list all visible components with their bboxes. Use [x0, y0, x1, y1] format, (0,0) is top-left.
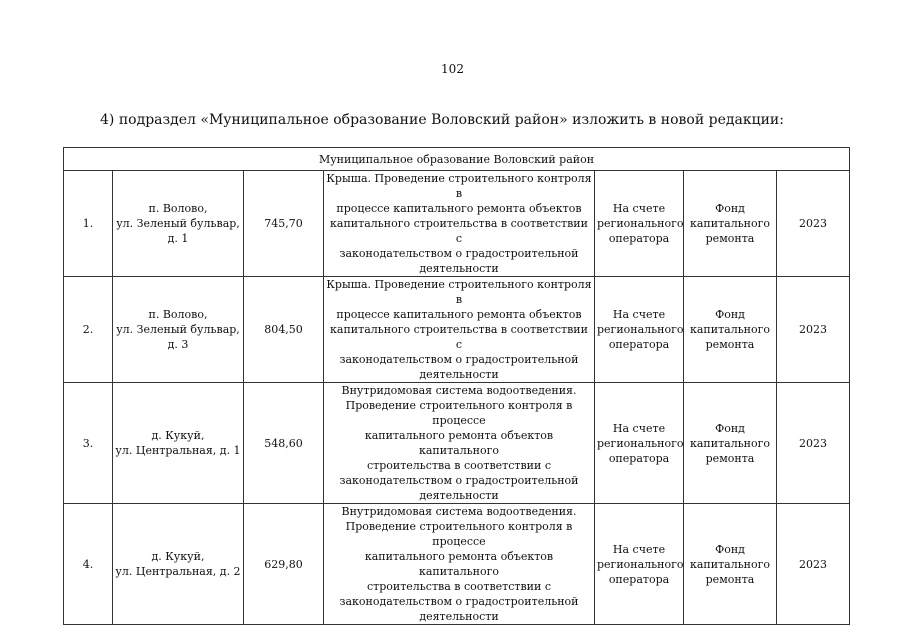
account-line: регионального	[597, 323, 684, 336]
row-number: 1.	[64, 171, 113, 277]
source-line: капитального	[689, 436, 771, 450]
account-line: На счете	[612, 421, 666, 435]
address-line: д. Кукуй,	[151, 429, 205, 442]
work-line: Внутридомовая система водоотведения.	[341, 384, 577, 397]
section-title: Муниципальное образование Воловский район	[64, 148, 850, 171]
work-line: законодательством о градостроительной	[339, 247, 579, 260]
account-line: На счете	[612, 542, 666, 556]
source-cell	[684, 504, 777, 625]
account-cell	[595, 171, 684, 277]
source-line: ремонта	[705, 451, 755, 465]
section-header-row	[64, 148, 850, 171]
source-line: капитального	[689, 323, 771, 336]
work-cell	[324, 383, 595, 504]
account-line: оператора	[608, 572, 670, 586]
work-cell	[324, 171, 595, 277]
address-line: п. Волово,	[148, 308, 208, 321]
work-line: деятельности	[419, 489, 499, 502]
account-line: оператора	[608, 338, 670, 351]
area-cell: 629,80	[244, 504, 324, 625]
account-line: оператора	[608, 451, 670, 465]
account-line: регионального	[597, 436, 684, 450]
work-line: законодательством о градостроительной	[339, 353, 579, 366]
account-line: На счете	[612, 202, 666, 215]
address-line: ул. Центральная, д. 2	[115, 565, 241, 578]
row-number: 4.	[64, 504, 113, 625]
source-line: Фонд	[715, 421, 745, 435]
year-cell: 2023	[777, 383, 850, 504]
area-cell: 804,50	[244, 277, 324, 383]
work-line: Внутридомовая система водоотведения.	[341, 505, 577, 518]
area-cell: 548,60	[244, 383, 324, 504]
work-line: законодательством о градостроительной	[339, 474, 579, 487]
source-line: ремонта	[705, 232, 755, 245]
address-cell	[113, 504, 244, 625]
address-line: ул. Зеленый бульвар,	[116, 323, 240, 336]
source-line: капитального	[689, 557, 771, 571]
work-line: Крыша. Проведение строительного контроля в	[326, 278, 592, 306]
work-line: Крыша. Проведение строительного контроля в	[326, 172, 592, 200]
account-line: регионального	[597, 557, 684, 571]
account-line: На счете	[612, 308, 666, 321]
table-row	[64, 277, 850, 383]
account-line: регионального	[597, 217, 684, 230]
work-table	[63, 147, 850, 625]
row-number: 3.	[64, 383, 113, 504]
year-cell: 2023	[777, 171, 850, 277]
account-cell	[595, 504, 684, 625]
table-row	[64, 171, 850, 277]
table-row	[64, 504, 850, 625]
year-cell: 2023	[777, 504, 850, 625]
account-cell	[595, 383, 684, 504]
year-cell: 2023	[777, 277, 850, 383]
area-cell: 745,70	[244, 171, 324, 277]
address-line: ул. Зеленый бульвар,	[116, 217, 240, 230]
row-number: 2.	[64, 277, 113, 383]
address-line: п. Волово,	[148, 202, 208, 215]
source-cell	[684, 383, 777, 504]
work-line: процессе капитального ремонта объектов	[336, 308, 582, 321]
source-cell	[684, 277, 777, 383]
account-cell	[595, 277, 684, 383]
address-line: ул. Центральная, д. 1	[115, 444, 241, 457]
work-line: капитального ремонта объектов капитального	[364, 429, 554, 457]
source-line: Фонд	[715, 202, 745, 215]
work-line: капитального ремонта объектов капитального	[364, 550, 554, 578]
work-cell	[324, 504, 595, 625]
address-cell	[113, 171, 244, 277]
work-line: строительства в соответствии с	[366, 459, 552, 472]
source-cell	[684, 171, 777, 277]
work-line: капитального строительства в соответствии с	[330, 217, 588, 245]
source-line: капитального	[689, 217, 771, 230]
work-line: процессе капитального ремонта объектов	[336, 202, 582, 215]
source-line: ремонта	[705, 572, 755, 586]
address-line: д. Кукуй,	[151, 550, 205, 563]
source-line: Фонд	[715, 542, 745, 556]
work-line: Проведение строительного контроля в процессе	[345, 399, 573, 427]
source-line: Фонд	[715, 308, 745, 321]
work-line: капитального строительства в соответствии с	[330, 323, 588, 351]
address-line: д. 3	[167, 338, 189, 351]
page-number: 102	[441, 62, 464, 76]
address-cell	[113, 383, 244, 504]
address-line: д. 1	[167, 232, 189, 245]
work-line: деятельности	[419, 262, 499, 275]
intro-paragraph: 4) подраздел «Муниципальное образование Воловский район» изложить в новой редакции:	[100, 112, 784, 128]
work-line: деятельности	[419, 368, 499, 381]
account-line: оператора	[608, 232, 670, 245]
source-line: ремонта	[705, 338, 755, 351]
work-line: деятельности	[419, 610, 499, 623]
address-cell	[113, 277, 244, 383]
work-cell	[324, 277, 595, 383]
work-line: строительства в соответствии с	[366, 580, 552, 593]
work-line: Проведение строительного контроля в процессе	[345, 520, 573, 548]
table-row	[64, 383, 850, 504]
work-line: законодательством о градостроительной	[339, 595, 579, 608]
